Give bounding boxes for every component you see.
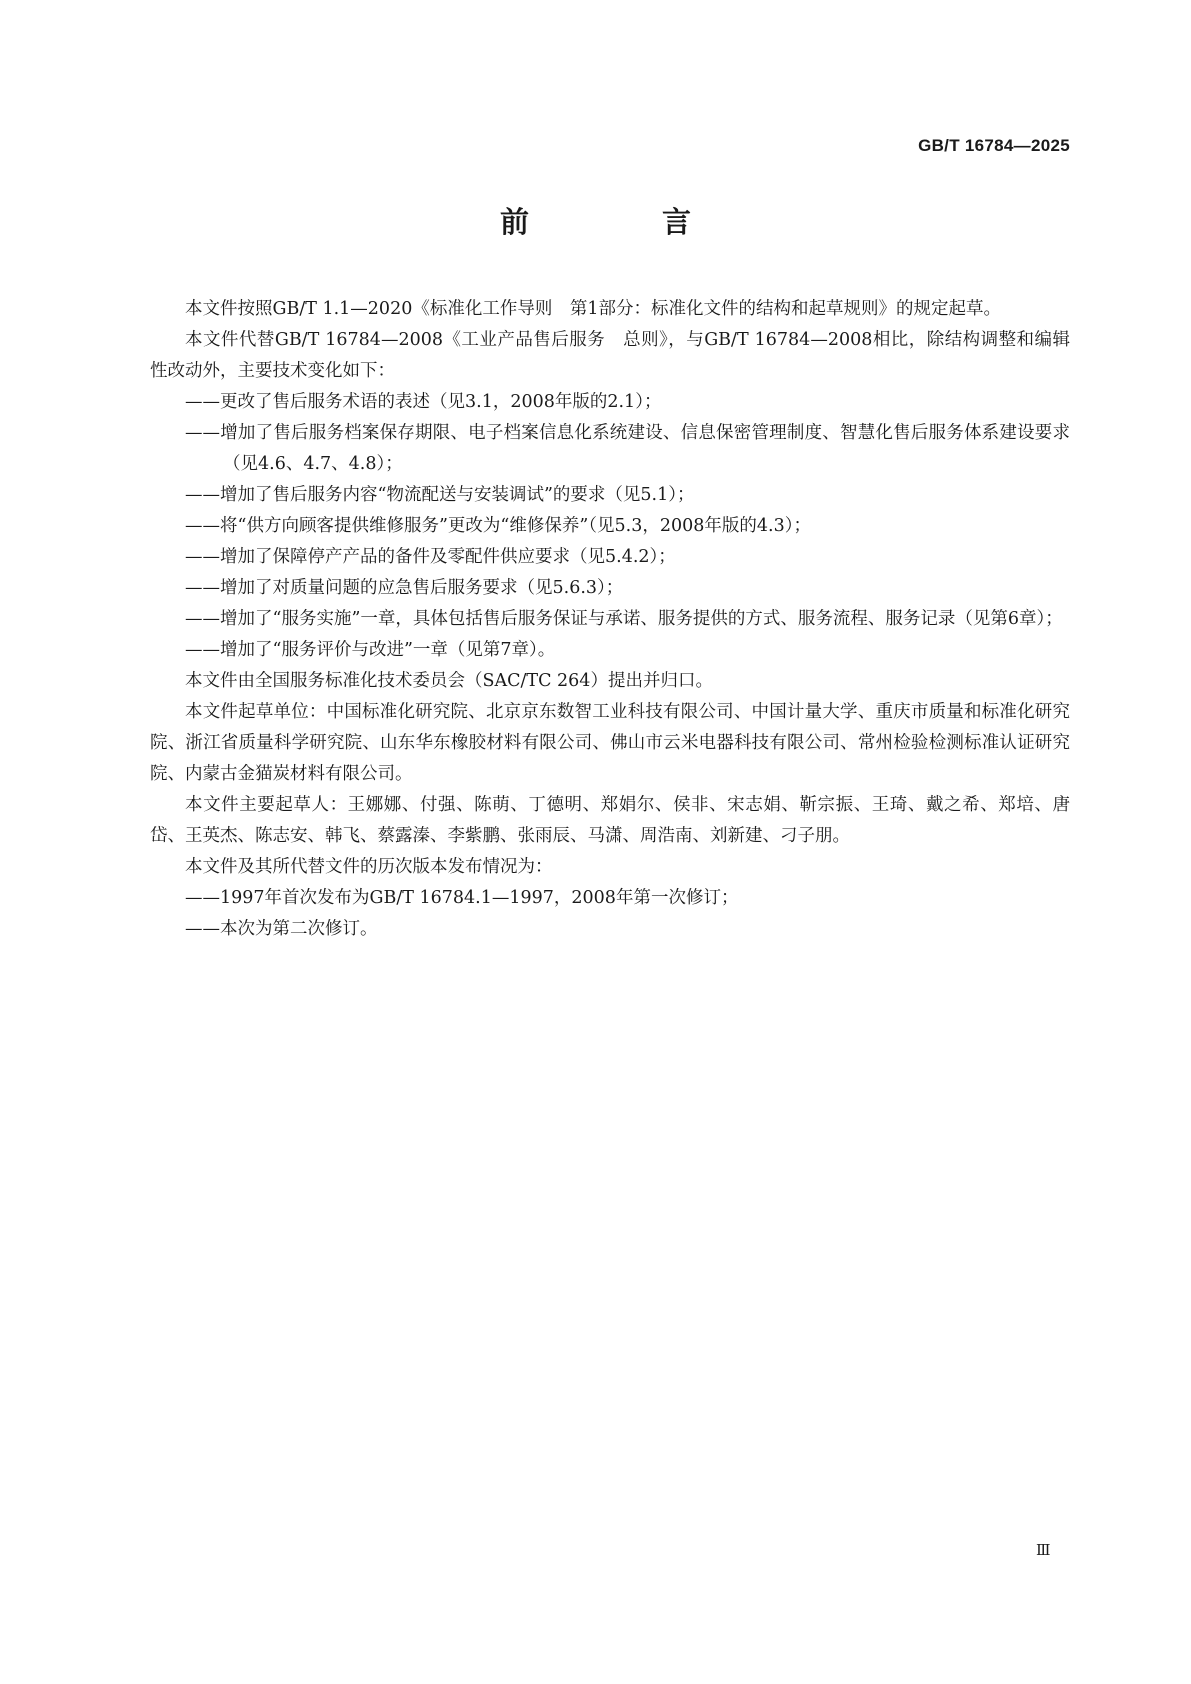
version-history-list <box>150 883 1070 945</box>
list-item: ——增加了售后服务内容“物流配送与安装调试”的要求（见5.1）； <box>185 485 695 505</box>
document-body <box>150 294 1070 945</box>
list-item: ——更改了售后服务术语的表述（见3.1，2008年版的2.1）； <box>185 392 662 412</box>
technical-changes-list <box>150 387 1070 666</box>
paragraph-replacement: 本文件代替GB/T 16784—2008《工业产品售后服务 总则》，与GB/T 16784—2008相比，除结构调整和编辑性改动外，主要技术变化如下： <box>150 330 1070 381</box>
paragraph-drafters: 本文件主要起草人：王娜娜、付强、陈萌、丁德明、郑娟尔、侯非、宋志娟、靳宗振、王琦、戴之希、郑培、唐岱、王英杰、陈志安、韩飞、蔡露溱、李紫鹏、张雨辰、马潇、周浩南、刘新建、刁子朋。 <box>150 795 1070 846</box>
list-item: ——增加了对质量问题的应急售后服务要求（见5.6.3）； <box>185 578 624 598</box>
list-item: ——增加了“服务实施”一章，具体包括售后服务保证与承诺、服务提供的方式、服务流程、服务记录（见第6章）； <box>185 609 1063 629</box>
standard-code: GB/T 16784—2025 <box>918 136 1070 155</box>
list-item: ——增加了“服务评价与改进”一章（见第7章）。 <box>185 640 556 660</box>
paragraph-version-history: 本文件及其所代替文件的历次版本发布情况为： <box>185 857 553 877</box>
list-item: ——1997年首次发布为GB/T 16784.1—1997，2008年第一次修订； <box>185 888 739 908</box>
list-item: ——本次为第二次修订。 <box>185 919 378 939</box>
paragraph-proposed-by: 本文件由全国服务标准化技术委员会（SAC/TC 264）提出并归口。 <box>185 671 713 691</box>
page-title: 前 言 <box>499 205 743 239</box>
list-item: ——将“供方向顾客提供维修服务”更改为“维修保养”（见5.3，2008年版的4.3）； <box>185 516 811 536</box>
list-item: ——增加了售后服务档案保存期限、电子档案信息化系统建设、信息保密管理制度、智慧化售后服务体系建设要求（见4.6、4.7、4.8）； <box>185 423 1070 474</box>
list-item: ——增加了保障停产产品的备件及零配件供应要求（见5.4.2）； <box>185 547 676 567</box>
page-number: Ⅲ <box>1036 1541 1051 1559</box>
paragraph-drafting-basis: 本文件按照GB/T 1.1—2020《标准化工作导则 第1部分：标准化文件的结构和起草规则》的规定起草。 <box>185 299 1001 319</box>
paragraph-drafting-units: 本文件起草单位：中国标准化研究院、北京京东数智工业科技有限公司、中国计量大学、重庆市质量和标准化研究院、浙江省质量科学研究院、山东华东橡胶材料有限公司、佛山市云米电器科技有限公司、常州检验检测标准认证研究院、内蒙古金猫炭材料有限公司。 <box>150 702 1070 784</box>
